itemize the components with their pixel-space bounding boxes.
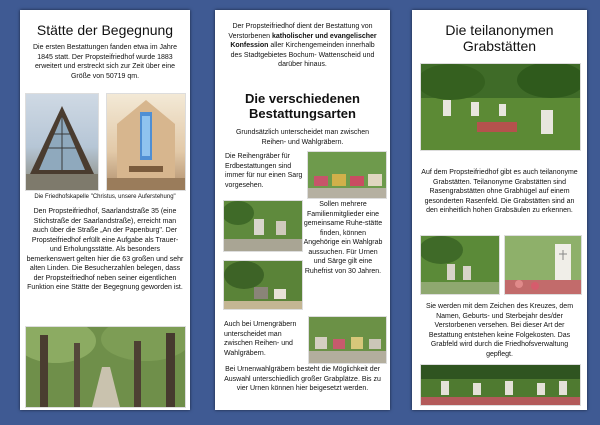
- urnengrab-drawing: [224, 261, 302, 309]
- body-text-2: Sie werden mit dem Zeichen des Kreuzes, dem Namen, Geburts- und Sterbejahr des/der Verstorbenen versehen. Bei dieser Art der Bestattung entstehen keine Folgekosten. Das Grabfeld wird durch die Friedhofsverwaltung gepflegt.: [425, 303, 574, 358]
- wahlgrab-photo: [223, 200, 303, 252]
- chapel-interior-drawing: [107, 94, 185, 190]
- linden-alley-drawing: [26, 327, 185, 407]
- urnenwahlgrab-photo: [308, 316, 387, 364]
- urnenwahlgrab-drawing: [309, 317, 386, 363]
- body-text-1: Auf dem Propsteifriedhof gibt es auch teilanonyme Grabstätten. Teilanonyme Grabstätten sind Rasengrabstätten ohne Grabhügel auf einem gesonderten Rasenfeld. Die Grabstätten sind an den einheitlich hohen Grabsäulen zu erkennen.: [421, 169, 578, 214]
- grabsaeulen-photo-1: [420, 235, 500, 295]
- panel-title: Stätte der Begegnung: [36, 22, 174, 38]
- subtitle-text: Grundsätzlich unterscheidet man zwischen Reihen- und Wahlgräbern.: [235, 129, 370, 146]
- urnengrab-photo: [223, 260, 303, 310]
- chapel-exterior-photo: [25, 93, 99, 191]
- grabsaeulen-drawing-2: [505, 236, 581, 294]
- grabfeld-photo: [420, 364, 581, 406]
- chapel-interior-photo: [106, 93, 186, 191]
- intro-bold: katholischer und evangelischer Konfession: [230, 32, 377, 49]
- grabsaeulen-photo-2: [504, 235, 582, 295]
- panel-teilanonym: [412, 10, 587, 410]
- wahlgrab-drawing: [224, 201, 302, 251]
- panel-bestattungsarten: [215, 10, 390, 410]
- reihengrab-drawing: [308, 152, 386, 198]
- reihengrab-text: Die Reihengräber für Erdbestattungen sind immer für nur einen Sarg vorgesehen.: [225, 153, 303, 189]
- chapel-exterior-drawing: [26, 94, 98, 190]
- grabfeld-drawing: [421, 365, 580, 405]
- panel-begegnung: [20, 10, 190, 410]
- urnengrab-text: Auch bei Urnengräbern unterscheidet man zwischen Reihen- und Wahlgräbern.: [224, 321, 297, 357]
- body-text: Den Propsteifriedhof, Saarlandstraße 35 (eine Stichstraße der Saarlandstraße), erreicht man auch über die Straße „An der Papenburg". Der Propsteifriedhof erfüllt eine Aufgabe als Trauer- und Erholungsstätte. Als besonders bemerkenswert gelten hier die 63 großen und sehr alten Linden. Die Besucherzahlen belegen, dass der Propsteifriedhof neben seiner eigentlichen Funktion eine Stätte der Begegnung geworden ist.: [26, 208, 184, 291]
- photo-caption: Die Friedhofskapelle "Christus, unsere Auferstehung": [34, 194, 176, 200]
- urnenwahlgrab-text: Bei Urnenwahlgräbern besteht die Möglichkeit der Auswahl unterschiedlich großer Grabplätze. Bis zu vier Urnen können hier beigesetzt werden.: [224, 366, 381, 392]
- grabsaeulen-drawing-1: [421, 236, 499, 294]
- wahlgrab-text: Sollen mehrere Familienmitglieder eine gemeinsame Ruhe-stätte finden, können Angehörige ein Wahlgrab aussuchen. Für Urnen und Särge gilt eine Ruhefrist von 30 Jahren.: [303, 201, 383, 275]
- reihengrab-photo: [307, 151, 387, 199]
- rasenfeld-photo: [420, 63, 581, 151]
- rasenfeld-drawing: [421, 64, 580, 150]
- intro-text: Die ersten Bestattungen fanden etwa im Jahre 1845 statt. Der Propsteifriedhof wurde 1883 erweitert und erstreckt sich zur Zeit über eine Größe von 50719 qm.: [33, 44, 177, 80]
- intro-part-1: Der Propsteifriedhof dient der Bestattung von Verstorbenen: [228, 23, 373, 40]
- intro-part-2: aller Kirchengemeinden innerhalb des Stadtgebietes Bochum- Wattenscheid und darüber hinaus.: [230, 42, 375, 68]
- linden-alley-photo: [25, 326, 186, 408]
- panel-title: Die verschiedenen Bestattungsarten: [245, 91, 360, 121]
- intro-text: [224, 22, 381, 70]
- panel-title: Die teilanonymen Grabstätten: [445, 22, 554, 55]
